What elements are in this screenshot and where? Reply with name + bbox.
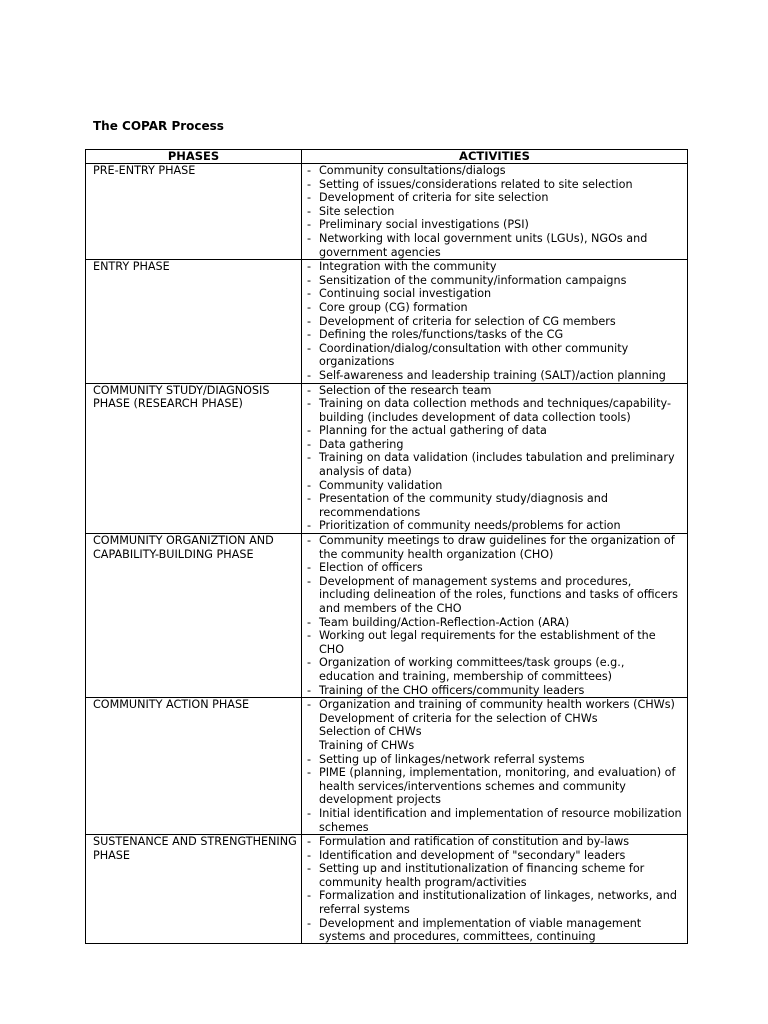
table-row: [86, 383, 688, 534]
activity-item: - Community validation: [319, 479, 683, 493]
activity-item: Development of criteria for the selection of CHWs: [319, 711, 598, 725]
phase-cell: [86, 260, 302, 383]
activity-item: - Development and implementation of viable management systems and procedures, committees, continuing: [319, 917, 683, 943]
activity-item: - Selection of the research team: [319, 384, 683, 398]
activity-item: - Team building/Action-Reflection-Action (ARA): [319, 616, 683, 630]
activity-item: - Networking with local government units (LGUs), NGOs and government agencies: [319, 232, 683, 259]
activities-cell: [302, 534, 688, 698]
activities-list: [302, 835, 687, 943]
activity-item: - Community meetings to draw guidelines for the organization of the community health organization (CHO): [319, 534, 683, 561]
activity-item: - Site selection: [319, 205, 683, 219]
phase-cell: [86, 698, 302, 835]
activity-item: - Development of management systems and procedures, including delineation of the roles, functions and tasks of officers and members of the CHO: [319, 575, 683, 616]
table-row: [86, 698, 688, 835]
table-row: [86, 835, 688, 944]
activity-item: - Defining the roles/functions/tasks of the CG: [319, 328, 683, 342]
activity-item: - Presentation of the community study/diagnosis and recommendations: [319, 492, 683, 519]
table-row: [86, 260, 688, 383]
table-body: [86, 164, 688, 944]
activity-item: - Sensitization of the community/information campaigns: [319, 274, 683, 288]
activity-item: - Development of criteria for site selection: [319, 191, 683, 205]
activity-item: - Preliminary social investigations (PSI): [319, 218, 683, 232]
activity-item: - Data gathering: [319, 438, 683, 452]
phase-name: COMMUNITY STUDY/DIAGNOSIS PHASE (RESEARCH PHASE): [93, 383, 270, 411]
activity-item: Selection of CHWs: [319, 725, 422, 739]
table-row: [86, 534, 688, 698]
activity-item: - Formalization and institutionalization of linkages, networks, and referral systems: [319, 889, 683, 916]
activity-item: - Organization and training of community health workers (CHWs): [319, 698, 683, 712]
activity-item: - Core group (CG) formation: [319, 301, 683, 315]
activities-list: [302, 260, 687, 382]
activity-item: - Prioritization of community needs/problems for action: [319, 519, 683, 533]
activities-list: [302, 698, 687, 834]
table-row: [86, 164, 688, 260]
phase-cell: [86, 383, 302, 534]
activity-item: - Training on data validation (includes tabulation and preliminary analysis of data): [319, 451, 683, 478]
activities-list: [302, 534, 687, 697]
activities-list: [302, 164, 687, 259]
activity-item: - Training of the CHO officers/community leaders: [319, 684, 683, 698]
activities-cell: [302, 698, 688, 835]
activities-cell: [302, 164, 688, 260]
activity-item: - Self-awareness and leadership training (SALT)/action planning: [319, 369, 683, 383]
copar-process-table: [85, 149, 688, 944]
activities-cell: [302, 835, 688, 944]
phase-cell: [86, 835, 302, 944]
phase-name: COMMUNITY ORGANIZTION AND CAPABILITY-BUILDING PHASE: [93, 534, 274, 561]
activity-item: - Integration with the community: [319, 260, 683, 274]
phase-name: PRE-ENTRY PHASE: [93, 164, 196, 177]
phase-name: COMMUNITY ACTION PHASE: [93, 698, 250, 712]
activities-list: [302, 384, 687, 534]
activity-item: - Training on data collection methods and techniques/capability-building (includes development of data collection tools): [319, 397, 683, 424]
activity-item: - Development of criteria for selection of CG members: [319, 315, 683, 329]
document-title: The COPAR Process: [93, 119, 224, 133]
activity-item: - Organization of working committees/task groups (e.g., education and training, membership of committees): [319, 656, 683, 683]
activity-item: - PIME (planning, implementation, monitoring, and evaluation) of health services/interventions schemes and community development projects: [319, 766, 683, 807]
activity-item: - Identification and development of "secondary" leaders: [319, 849, 683, 863]
phases-header: PHASES: [86, 150, 302, 164]
activities-cell: [302, 260, 688, 383]
activity-item: - Election of officers: [319, 561, 683, 575]
phase-cell: [86, 534, 302, 698]
activities-header: ACTIVITIES: [302, 150, 688, 164]
activity-item: - Coordination/dialog/consultation with other community organizations: [319, 342, 683, 369]
activity-item: Training of CHWs: [319, 738, 415, 752]
table-header-row: [86, 150, 688, 164]
activities-cell: [302, 383, 688, 534]
phase-name: SUSTENANCE AND STRENGTHENING PHASE: [93, 835, 297, 862]
activity-item: - Setting up and institutionalization of financing scheme for community health program/activities: [319, 862, 683, 889]
activity-item: - Initial identification and implementation of resource mobilization schemes: [319, 807, 683, 834]
phase-cell: [86, 164, 302, 260]
phase-name: ENTRY PHASE: [93, 260, 170, 274]
activity-item: - Formulation and ratification of constitution and by-laws: [319, 835, 683, 849]
activity-item: - Working out legal requirements for the establishment of the CHO: [319, 629, 683, 656]
activity-item: - Setting of issues/considerations related to site selection: [319, 178, 683, 192]
activity-item: - Community consultations/dialogs: [319, 164, 683, 178]
activity-item: - Planning for the actual gathering of data: [319, 424, 683, 438]
activity-item: - Continuing social investigation: [319, 287, 683, 301]
activity-item: - Setting up of linkages/network referral systems: [319, 753, 683, 767]
